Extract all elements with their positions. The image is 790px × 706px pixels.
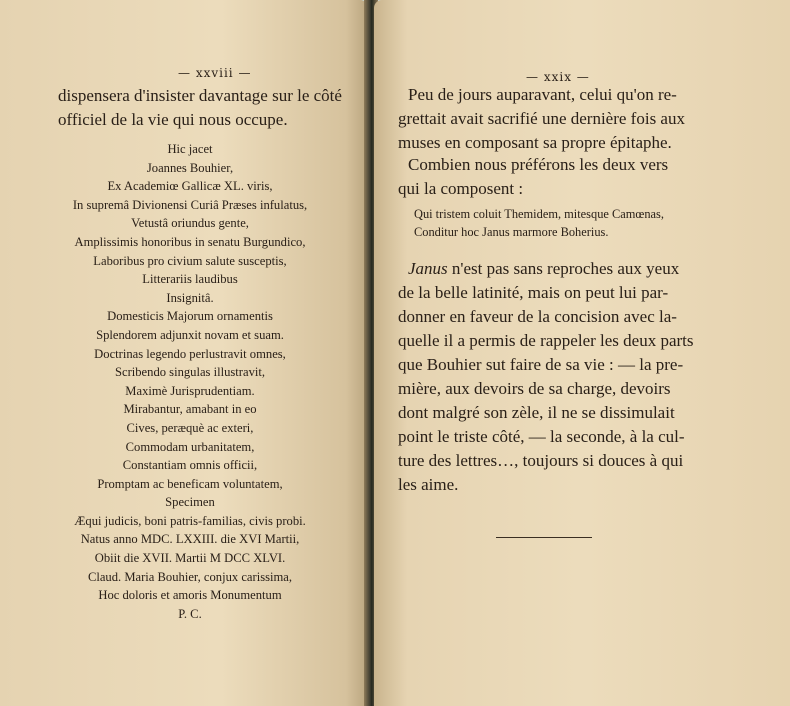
verse-line: Qui tristem coluit Themidem, mitesque Camœnas, xyxy=(414,207,664,221)
epitaph-line: Scribendo singulas illustravit, xyxy=(114,365,266,380)
text-line: point le triste côté, — la seconde, à la cul- xyxy=(398,427,685,446)
epitaph-line: Doctrinas legendo perlustravit omnes, xyxy=(94,346,286,361)
section-divider xyxy=(496,537,592,538)
epitaph-inscription xyxy=(40,140,340,623)
text-line: dont malgré son zèle, il ne se dissimulait xyxy=(398,403,675,422)
text-line: donner en faveur de la concision avec la- xyxy=(398,307,677,326)
epitaph-line: Natus anno MDC. LXXIII. die XVI Martii, xyxy=(80,532,300,547)
epitaph-line: Mirabantur, amabant in eo xyxy=(123,402,257,417)
text-line: muses en composant sa propre épitaphe. xyxy=(398,133,672,152)
epitaph-line: Obiit die XVII. Martii M DCC XLVI. xyxy=(94,551,286,566)
paragraph-3 xyxy=(398,257,698,497)
text-line: Combien nous préférons les deux vers xyxy=(408,155,669,174)
text-line: mière, aux devoirs de sa charge, devoirs xyxy=(398,379,671,398)
italic-word: Janus xyxy=(408,259,448,278)
epitaph-line: Constantiam omnis officii, xyxy=(122,458,258,473)
text-line: ture des lettres…, toujours si douces à qui xyxy=(398,451,684,470)
epitaph-line: Joannes Bouhier, xyxy=(146,160,234,175)
text-line: que Bouhier sut faire de sa vie : — la pre- xyxy=(398,355,684,374)
text-line: qui la composent : xyxy=(398,179,524,198)
epitaph-line: Maximè Jurisprudentiam. xyxy=(125,383,255,398)
epitaph-line: Vetustâ oriundus gente, xyxy=(131,216,249,231)
epitaph-line: Hoc doloris et amoris Monumentum xyxy=(98,588,282,603)
epitaph-line: Æqui judicis, boni patris-familias, civis probi. xyxy=(74,513,306,528)
epitaph-line: Insignitâ. xyxy=(166,290,214,305)
text-line xyxy=(398,257,698,281)
epitaph-line: Ex Academiœ Gallicæ XL. viris, xyxy=(107,179,273,194)
epitaph-line: Cives, peræquè ac exteri, xyxy=(126,420,254,435)
epitaph-line: Commodam urbanitatem, xyxy=(125,439,255,454)
paragraph-1 xyxy=(398,83,698,155)
epitaph-line: Hic jacet xyxy=(167,142,213,156)
left-page xyxy=(0,0,368,706)
right-page xyxy=(374,0,790,706)
paragraph-2 xyxy=(398,153,698,201)
text-line: quelle il a permis de rappeler les deux parts xyxy=(398,331,694,350)
text-line: les aime. xyxy=(398,475,459,494)
epitaph-line: Laboribus pro civium salute susceptis, xyxy=(93,253,287,268)
text-line: Peu de jours auparavant, celui qu'on re- xyxy=(408,85,677,104)
epitaph-line: Specimen xyxy=(165,495,215,510)
epitaph-line: Amplissimis honoribus in senatu Burgundico, xyxy=(74,234,306,249)
epitaph-line: Domesticis Majorum ornamentis xyxy=(107,309,273,324)
epitaph-line: Splendorem adjunxit novam et suam. xyxy=(96,327,284,342)
epitaph-verse xyxy=(414,205,664,241)
text-line: de la belle latinité, mais on peut lui par- xyxy=(398,283,669,302)
left-intro-text xyxy=(58,84,358,132)
intro-line: officiel de la vie qui nous occupe. xyxy=(58,110,288,129)
text-fragment: n'est pas sans reproches aux yeux xyxy=(447,259,680,278)
epitaph-line: P. C. xyxy=(178,606,202,621)
epitaph-line: Promptam ac beneficam voluntatem, xyxy=(97,476,283,491)
epitaph-line: Litterariis laudibus xyxy=(142,272,238,287)
page-number-left: — xxviii — xyxy=(178,66,252,80)
verse-line: Conditur hoc Janus marmore Boherius. xyxy=(414,225,609,239)
page-number-right: — xxix — xyxy=(526,70,590,84)
epitaph-line: Claud. Maria Bouhier, conjux carissima, xyxy=(87,569,293,584)
intro-line: dispensera d'insister davantage sur le côté xyxy=(58,86,342,105)
text-line: grettait avait sacrifié une dernière fois aux xyxy=(398,109,685,128)
epitaph-line: In supremâ Divionensi Curiâ Præses infulatus, xyxy=(72,197,308,212)
